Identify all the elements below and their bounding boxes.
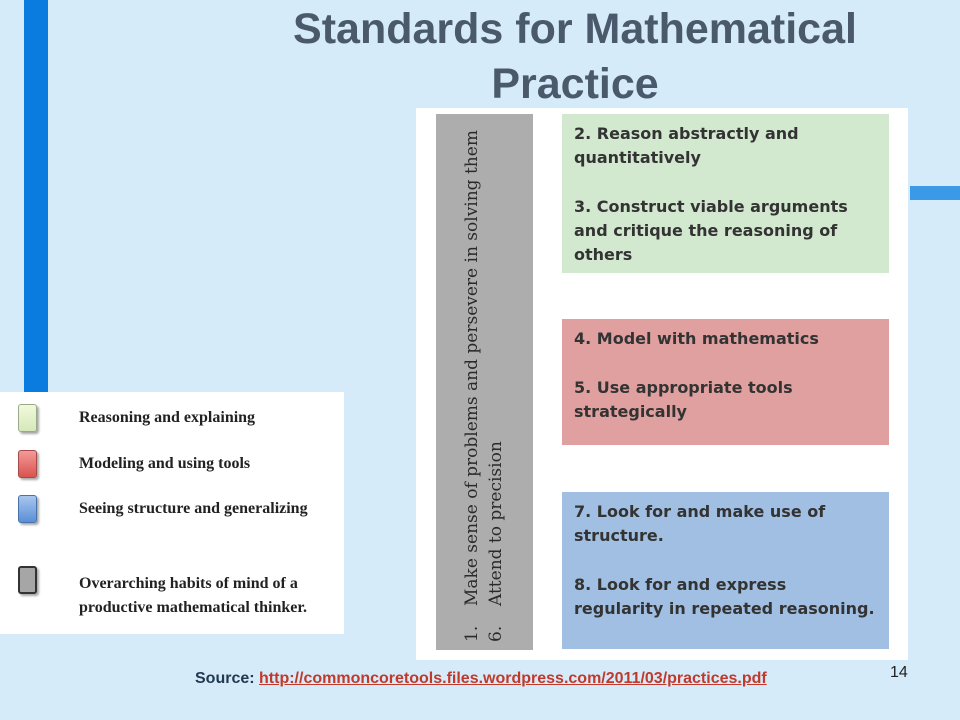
- practice-6: [484, 122, 508, 642]
- structure-generalizing-box: [562, 492, 889, 649]
- legend-item-modeling: [18, 450, 250, 478]
- legend-label: Overarching habits of mind of a productive mathematical thinker.: [79, 575, 307, 616]
- left-accent-bar: [24, 0, 48, 392]
- overarching-practices-text: [460, 122, 508, 642]
- legend-item-reasoning: [18, 404, 255, 432]
- reasoning-explaining-box: [562, 114, 889, 273]
- practice-1-number: 1.: [462, 625, 482, 642]
- slide-title: Standards for Mathematical Practice: [293, 5, 857, 108]
- legend-swatch-gray: [18, 566, 37, 594]
- legend-label: Seeing structure and generalizing: [79, 500, 308, 517]
- legend-label: Reasoning and explaining: [79, 409, 256, 426]
- practices-diagram: [416, 108, 908, 660]
- practice-5: 5. Use appropriate tools strategically: [574, 378, 793, 421]
- legend-label: Modeling and using tools: [79, 455, 251, 472]
- practice-3: 3. Construct viable arguments and critique the reasoning of others: [574, 197, 848, 264]
- source-citation: [195, 670, 767, 688]
- practice-4: 4. Model with mathematics: [574, 329, 819, 348]
- legend-item-structure: [18, 495, 308, 523]
- practice-8: 8. Look for and express regularity in repeated reasoning.: [574, 575, 875, 618]
- legend-swatch-green: [18, 404, 37, 432]
- practice-2: 2. Reason abstractly and quantitatively: [574, 124, 799, 167]
- modeling-tools-box: [562, 319, 889, 445]
- practice-7: 7. Look for and make use of structure.: [574, 502, 826, 545]
- legend: [0, 392, 344, 634]
- practice-1: [460, 122, 484, 642]
- source-link[interactable]: http://commoncoretools.files.wordpress.com/2011/03/practices.pdf: [259, 670, 767, 687]
- practice-6-number: 6.: [486, 625, 506, 642]
- practice-1-text: Make sense of problems and persevere in solving them: [462, 130, 482, 606]
- practice-6-text: Attend to precision: [486, 441, 506, 606]
- source-prefix: Source:: [195, 670, 260, 687]
- page-number: 14: [890, 664, 908, 681]
- legend-item-overarching: [18, 566, 339, 620]
- right-accent-bar: [910, 186, 960, 200]
- legend-swatch-red: [18, 450, 37, 478]
- legend-swatch-blue: [18, 495, 37, 523]
